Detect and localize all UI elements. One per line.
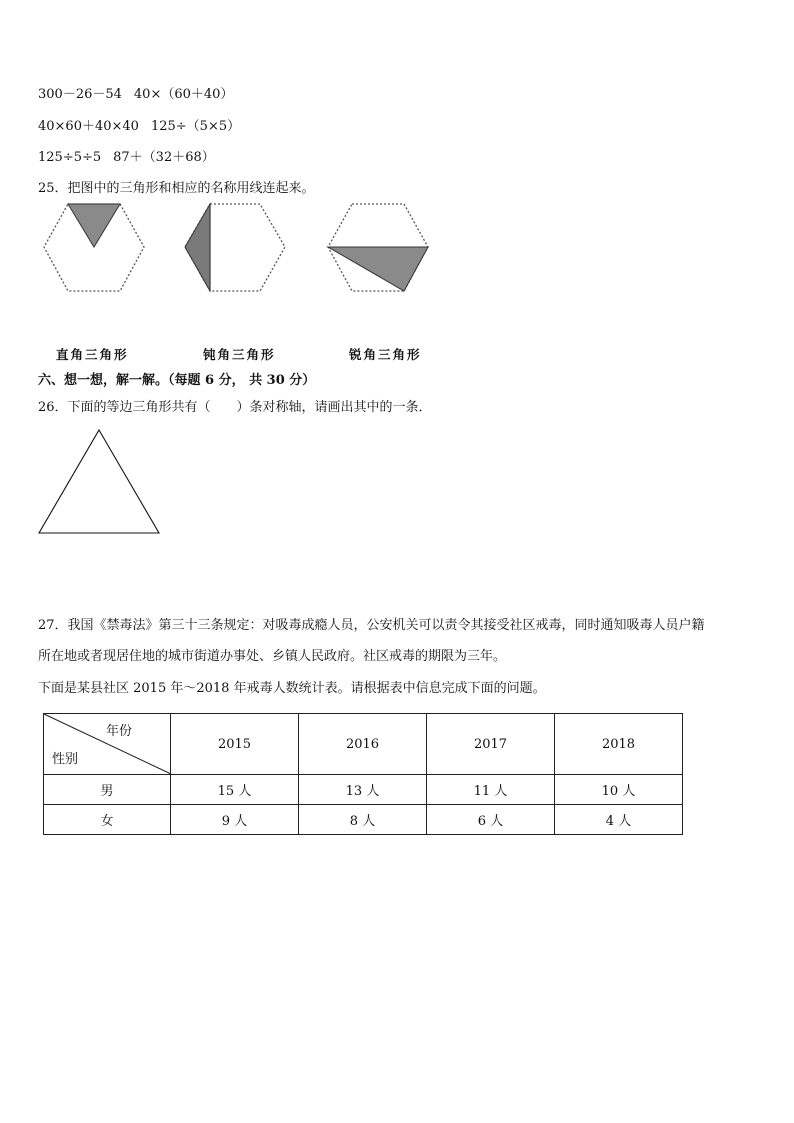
calc-row-1: [38, 83, 233, 102]
calc-expr: 300－26－54: [38, 87, 122, 102]
table-header-row: [44, 714, 683, 775]
calc-expr: 125÷（5×5）: [150, 119, 241, 134]
equilateral-triangle: [38, 428, 168, 538]
section-6-heading: 六、想一想，解一解。（每题 6 分， 共 30 分）: [38, 373, 316, 388]
table-corner-cell: [44, 714, 171, 775]
table-cell: 4 人: [555, 805, 683, 835]
row-label: 男: [44, 775, 171, 805]
calc-row-3: [38, 146, 215, 165]
q26-text: 26．下面的等边三角形共有（ ）条对称轴，请画出其中的一条．: [38, 400, 432, 415]
year-header: 2016: [299, 714, 427, 775]
calc-expr: 87＋（32＋68）: [113, 150, 215, 165]
row-label: 女: [44, 805, 171, 835]
label-acute-triangle: 锐角三角形: [349, 347, 422, 362]
hexagon-figure-2: [185, 204, 285, 291]
calc-expr: 40×（60＋40）: [133, 87, 234, 102]
hexagon-figure-1: [44, 204, 144, 291]
q25-figures: [0, 195, 794, 315]
table-row-male: [44, 775, 683, 805]
hexagon-figure-3: [328, 204, 428, 291]
table-cell: 6 人: [427, 805, 555, 835]
table-row-female: [44, 805, 683, 835]
year-header: 2018: [555, 714, 683, 775]
year-header: 2015: [171, 714, 299, 775]
q27-line-3: 下面是某县社区 2015 年～2018 年戒毒人数统计表。请根据表中信息完成下面的问题。: [38, 681, 546, 696]
table-cell: 9 人: [171, 805, 299, 835]
calc-expr: 40×60＋40×40: [38, 119, 139, 134]
corner-gender-label: 性别: [52, 752, 79, 767]
q25-text: 25．把图中的三角形和相应的名称用线连起来。: [38, 181, 315, 196]
corner-year-label: 年份: [105, 724, 132, 739]
q27-line-1: 27．我国《禁毒法》第三十三条规定：对吸毒成瘾人员，公安机关可以责令其接受社区戒毒，同时通知吸毒人员户籍: [38, 618, 705, 633]
table-cell: 10 人: [555, 775, 683, 805]
year-header: 2017: [427, 714, 555, 775]
table-cell: 13 人: [299, 775, 427, 805]
label-obtuse-triangle: 钝角三角形: [203, 347, 276, 362]
table-cell: 11 人: [427, 775, 555, 805]
label-right-triangle: 直角三角形: [56, 347, 129, 362]
table-cell: 8 人: [299, 805, 427, 835]
calc-row-2: [38, 115, 240, 134]
calc-expr: 125÷5÷5: [38, 150, 102, 165]
drug-rehab-stats-table: [43, 713, 683, 835]
table-cell: 15 人: [171, 775, 299, 805]
q27-line-2: 所在地或者现居住地的城市街道办事处、乡镇人民政府。社区戒毒的期限为三年。: [38, 649, 507, 664]
